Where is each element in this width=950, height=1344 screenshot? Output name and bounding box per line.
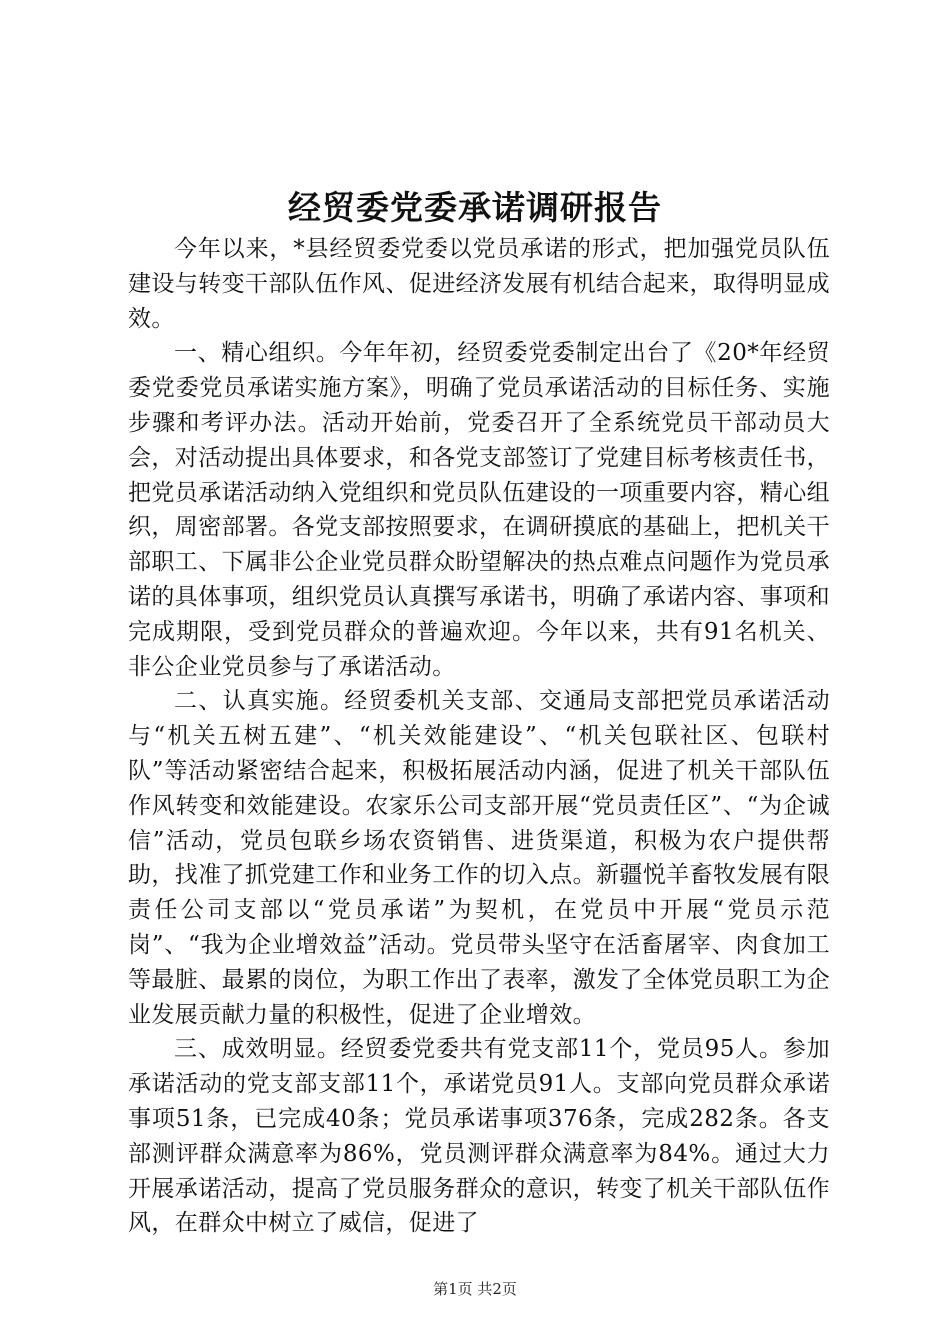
- section-3-paragraph: 三、成效明显。经贸委党委共有党支部11个，党员95人。参加承诺活动的党支部支部11个，承诺党员91人。支部向党员群众承诺事项51条，已完成40条；党员承诺事项376条，完成282条。各支部测评群众满意率为86%，党员测评群众满意率为84%。通过大力开展承诺活动，提高了党员服务群众的意识，转变了机关干部队伍作风，在群众中树立了威信，促进了: [128, 1036, 830, 1237]
- document-title: 经贸委党委承诺调研报告: [288, 188, 662, 227]
- section-1-paragraph: 一、精心组织。今年年初，经贸委党委制定出台了《20*年经贸委党委党员承诺实施方案》，明确了党员承诺活动的目标任务、实施步骤和考评办法。活动开始前，党委召开了全系统党员干部动员大会，对活动提出具体要求，和各党支部签订了党建目标考核责任书，把党员承诺活动纳入党组织和党员队伍建设的一项重要内容，精心组织，周密部署。各党支部按照要求，在调研摸底的基础上，把机关干部职工、下属非公企业党员群众盼望解决的热点难点问题作为党员承诺的具体事项，组织党员认真撰写承诺书，明确了承诺内容、事项和完成期限，受到党员群众的普遍欢迎。今年以来，共有91名机关、非公企业党员参与了承诺活动。: [128, 340, 830, 680]
- document-body: [128, 232, 830, 1241]
- section-2-paragraph: 二、认真实施。经贸委机关支部、交通局支部把党员承诺活动与“机关五树五建”、“机关效能建设”、“机关包联社区、包联村队”等活动紧密结合起来，积极拓展活动内涵，促进了机关干部队伍作风转变和效能建设。农家乐公司支部开展“党员责任区”、“为企诚信”活动，党员包联乡场农资销售、进货渠道，积极为农户提供帮助，找准了抓党建工作和业务工作的切入点。新疆悦羊畜牧发展有限责任公司支部以“党员承诺”为契机，在党员中开展“党员示范岗”、“我为企业增效益”活动。党员带头坚守在活畜屠宰、肉食加工等最脏、最累的岗位，为职工作出了表率，激发了全体党员职工为企业发展贡献力量的积极性，促进了企业增效。: [128, 688, 830, 1028]
- intro-paragraph: 今年以来，*县经贸委党委以党员承诺的形式，把加强党员队伍建设与转变干部队伍作风、促进经济发展有机结合起来，取得明显成效。: [128, 236, 830, 332]
- page-footer: 第1页 共2页: [433, 1280, 517, 1298]
